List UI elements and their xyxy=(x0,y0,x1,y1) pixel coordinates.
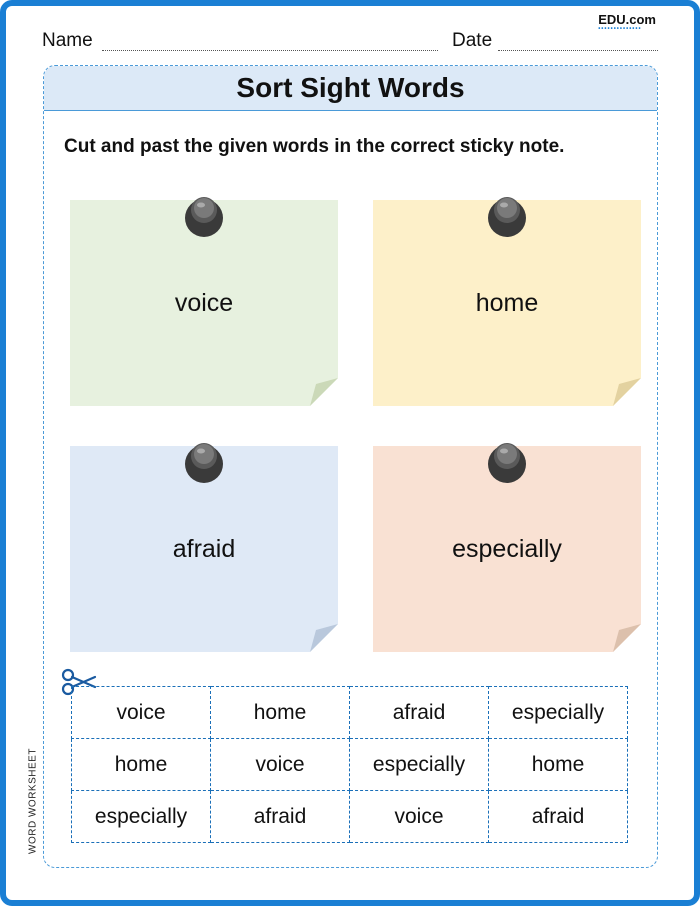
sticky-note-especially xyxy=(373,446,641,652)
push-pin-icon xyxy=(485,194,529,238)
sticky-note-word: afraid xyxy=(172,534,236,563)
cut-word-cell[interactable]: home xyxy=(72,739,211,791)
page-curl xyxy=(613,624,641,652)
cut-word-cell[interactable]: especially xyxy=(489,687,628,739)
push-pin-icon xyxy=(182,194,226,238)
sticky-note-home xyxy=(373,200,641,406)
instruction-text: Cut and past the given words in the correct sticky note. xyxy=(64,136,565,157)
date-label: Date xyxy=(452,30,493,51)
cut-word-cell[interactable]: especially xyxy=(350,739,489,791)
sticky-note-word: voice xyxy=(174,288,234,317)
side-label: WORD WORKSHEET xyxy=(27,748,39,854)
cut-word-cell[interactable]: voice xyxy=(72,687,211,739)
sticky-note-afraid xyxy=(70,446,338,652)
sticky-note-voice xyxy=(70,200,338,406)
table-row xyxy=(72,687,628,739)
table-row xyxy=(72,791,628,843)
cut-word-cell[interactable]: especially xyxy=(72,791,211,843)
push-pin-icon xyxy=(485,440,529,484)
name-date-row xyxy=(42,30,658,56)
cut-word-cell[interactable]: voice xyxy=(350,791,489,843)
cut-word-cell[interactable]: home xyxy=(211,687,350,739)
cut-word-cell[interactable]: voice xyxy=(211,739,350,791)
cut-word-cell[interactable]: home xyxy=(489,739,628,791)
name-line[interactable] xyxy=(102,50,438,51)
cut-word-cell[interactable]: afraid xyxy=(350,687,489,739)
sticky-note-word: home xyxy=(475,288,539,317)
push-pin-icon xyxy=(182,440,226,484)
cut-word-cell[interactable]: afraid xyxy=(489,791,628,843)
brand-logo: EDU.com •••••••••••••• xyxy=(598,12,656,32)
name-label: Name xyxy=(42,30,93,51)
page-curl xyxy=(310,378,338,406)
worksheet-panel xyxy=(43,65,658,868)
cut-out-words-table xyxy=(71,686,628,843)
page-curl xyxy=(613,378,641,406)
cut-word-cell[interactable]: afraid xyxy=(211,791,350,843)
page-curl xyxy=(310,624,338,652)
title-bar xyxy=(44,66,657,111)
page-title: Sort Sight Words xyxy=(236,72,465,103)
table-row xyxy=(72,739,628,791)
date-line[interactable] xyxy=(498,50,658,51)
sticky-note-word: especially xyxy=(452,534,562,563)
